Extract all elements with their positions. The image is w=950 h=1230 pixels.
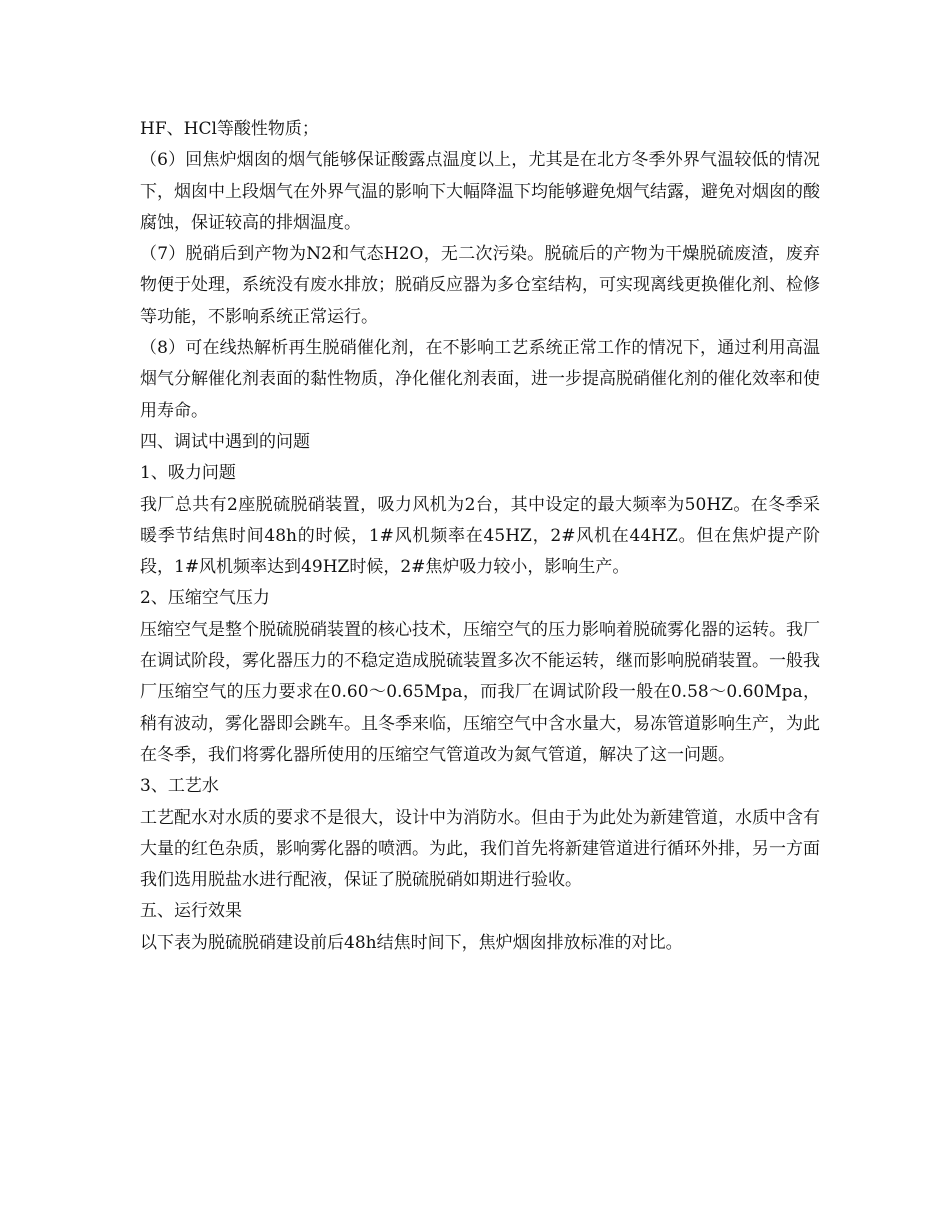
- document-body: [140, 114, 820, 959]
- paragraph-compressed-air: 压缩空气是整个脱硫脱硝装置的核心技术，压缩空气的压力影响着脱硫雾化器的运转。我厂在调试阶段，雾化器压力的不稳定造成脱硫装置多次不能运转，继而影响脱硝装置。一般我厂压缩空气的压力要求在0.60～0.65Mpa，而我厂在调试阶段一般在0.58～0.60Mpa，稍有波动，雾化器即会跳车。且冬季来临，压缩空气中含水量大，易冻管道影响生产，为此在冬季，我们将雾化器所使用的压缩空气管道改为氮气管道，解决了这一问题。: [140, 619, 820, 765]
- paragraph-item-7: （7）脱硝后到产物为N2和气态H2O，无二次污染。脱硫后的产物为干燥脱硫废渣，废弃物便于处理，系统没有废水排放；脱硝反应器为多仓室结构，可实现离线更换催化剂、检修等功能，不影响系统正常运行。: [140, 244, 820, 327]
- paragraph-table-intro: 以下表为脱硫脱硝建设前后48h结焦时间下，焦炉烟囱排放标准的对比。: [140, 932, 683, 953]
- section-heading-operation-results: 五、运行效果: [140, 901, 242, 922]
- paragraph-suction: 我厂总共有2座脱硫脱硝装置，吸力风机为2台，其中设定的最大频率为50HZ。在冬季采暖季节结焦时间48h的时候，1#风机频率在45HZ，2#风机在44HZ。但在焦炉提产阶段，1#风机频率达到49HZ时候，2#焦炉吸力较小，影响生产。: [140, 494, 820, 578]
- subheading-compressed-air: 2、压缩空气压力: [140, 588, 270, 609]
- section-heading-debugging-issues: 四、调试中遇到的问题: [140, 431, 310, 452]
- paragraph-item-8: （8）可在线热解析再生脱硝催化剂，在不影响工艺系统正常工作的情况下，通过利用高温烟气分解催化剂表面的黏性物质，净化催化剂表面，进一步提高脱硝催化剂的催化效率和使用寿命。: [140, 338, 820, 421]
- subheading-process-water: 3、工艺水: [140, 776, 219, 797]
- paragraph-item-6: （6）回焦炉烟囱的烟气能够保证酸露点温度以上，尤其是在北方冬季外界气温较低的情况下，烟囱中上段烟气在外界气温的影响下大幅降温下均能够避免烟气结露，避免对烟囱的酸腐蚀，保证较高的排烟温度。: [140, 150, 820, 233]
- paragraph-acid-substances: HF、HCl等酸性物质；: [140, 119, 319, 139]
- paragraph-process-water: 工艺配水对水质的要求不是很大，设计中为消防水。但由于为此处为新建管道，水质中含有大量的红色杂质，影响雾化器的喷洒。为此，我们首先将新建管道进行循环外排，另一方面我们选用脱盐水进行配液，保证了脱硫脱硝如期进行验收。: [140, 807, 820, 891]
- subheading-suction: 1、吸力问题: [140, 463, 236, 484]
